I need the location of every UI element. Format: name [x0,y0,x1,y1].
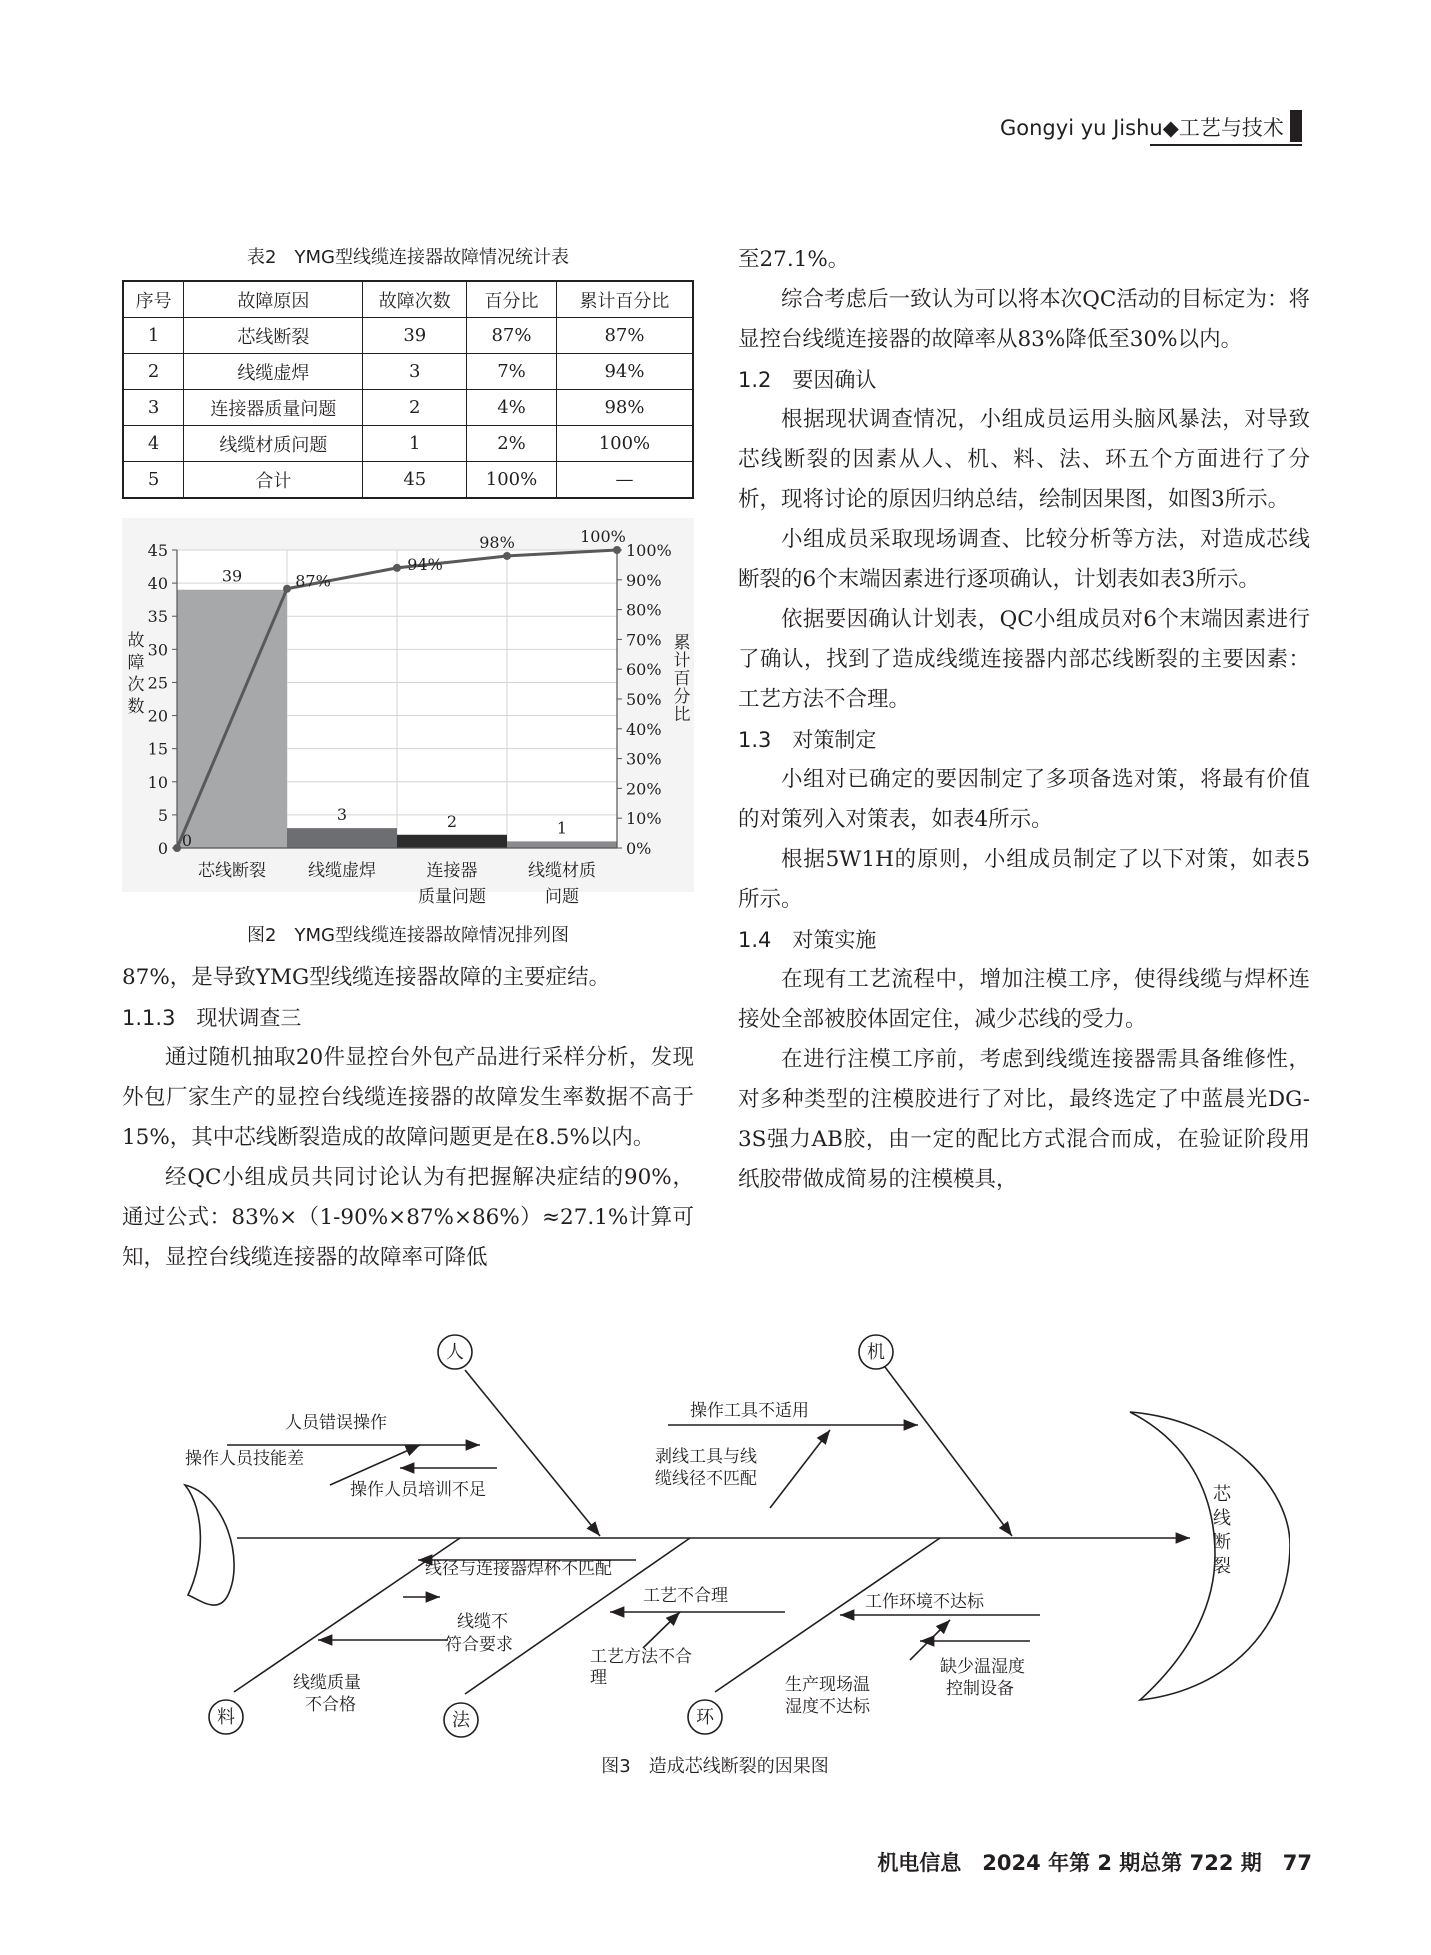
cause-label: 剥线工具与线 [655,1447,757,1467]
header-bar [1290,110,1302,142]
right-column [738,240,1310,1200]
table-cell: 2 [123,354,184,390]
table-cell: 3 [123,390,184,426]
y-tick-label: 40 [147,574,168,594]
y2-tick-label: 50% [626,690,662,709]
table-header-row [123,281,693,318]
x-tick-label: 线缆材质 [528,861,596,881]
y-axis-title: 数 [127,697,145,717]
paragraph: 小组对已确定的要因制定了多项备选对策，将最有价值的对策列入对策表，如表4所示。 [738,767,1310,832]
y-tick-label: 20 [147,706,168,726]
table-row [123,390,693,426]
table-cell: 4 [123,426,184,462]
cumulative-label: 98% [479,532,515,552]
y-tick-label: 5 [157,805,168,825]
y2-tick-label: 100% [626,541,672,560]
table-cell: 合计 [184,462,363,499]
cumulative-point [393,564,401,572]
bar [507,841,617,848]
table-header-cell: 故障次数 [363,281,467,318]
section-heading: 1.3 对策制定 [738,728,877,752]
effect-char: 断 [1213,1532,1231,1553]
y2-tick-label: 0% [626,839,652,858]
cause-arrow [643,1612,680,1648]
cumulative-point [173,844,181,852]
cause-label: 缺少温湿度 [940,1657,1025,1677]
cause-label: 缆线径不匹配 [655,1469,757,1489]
table-cell: 4% [467,390,557,426]
table-cell: 98% [556,390,693,426]
y2-tick-label: 60% [626,660,662,680]
x-tick-label: 质量问题 [418,887,486,907]
cause-label: 工艺不合理 [643,1586,728,1606]
section-heading: 1.2 要因确认 [738,368,877,392]
y-tick-label: 25 [147,673,168,693]
table-cell: 线缆材质问题 [184,426,363,462]
paragraph: 87%，是导致YMG型线缆连接器故障的主要症结。 [122,965,611,990]
y2-tick-label: 80% [626,600,662,620]
cause-arrow [770,1430,830,1508]
y2-axis-title: 百 [673,669,691,689]
cause-label: 工作环境不达标 [865,1592,984,1612]
table-cell: 1 [123,318,184,354]
bar-value-label: 3 [336,805,348,825]
cause-label: 控制设备 [946,1679,1014,1699]
bone-ji [885,1367,1012,1536]
fishbone-caption: 图3 造成芯线断裂的因果图 [601,1756,829,1777]
y-tick-label: 15 [147,739,168,759]
effect-char: 裂 [1213,1556,1231,1577]
y2-tick-label: 70% [626,630,662,650]
table-cell: 线缆虚焊 [184,354,363,390]
cause-label: 理 [590,1668,607,1688]
y-tick-label: 30 [147,640,168,660]
y2-tick-label: 20% [626,779,662,799]
chart-caption: 图2 YMG型线缆连接器故障情况排列图 [247,925,569,946]
x-tick-label: 芯线断裂 [198,861,266,881]
paragraph: 综合考虑后一致认为可以将本次QC活动的目标定为：将显控台线缆连接器的故障率从83%降低至30%以内。 [738,287,1310,352]
section-heading: 1.4 对策实施 [738,928,877,952]
page-footer: 机电信息 2024 年第 2 期总第 722 期 77 [877,1851,1312,1875]
table-cell: 连接器质量问题 [184,390,363,426]
cumulative-label: 87% [295,571,331,591]
y2-tick-label: 10% [626,809,662,829]
paragraph: 依据要因确认计划表，QC小组成员对6个末端因素进行了确认，找到了造成线缆连接器内部芯线断裂的主要因素：工艺方法不合理。 [738,607,1310,712]
tail-shape [185,1485,234,1605]
effect-char: 芯 [1213,1484,1231,1505]
y-tick-label: 35 [147,607,168,627]
y2-axis-title: 比 [673,705,691,725]
cumulative-point [503,552,511,560]
table-cell: 7% [467,354,557,390]
table-cell: 100% [556,426,693,462]
effect-label [1213,1484,1232,1577]
cumulative-point [283,585,291,593]
table-header-cell: 百分比 [467,281,557,318]
pareto-chart [122,518,694,918]
cause-label: 生产现场温 [785,1675,870,1695]
table-cell: 2 [363,390,467,426]
category-label-fa: 法 [452,1710,470,1731]
cause-label: 操作工具不适用 [690,1401,809,1421]
bar-value-label: 39 [221,566,243,586]
table-cell: 1 [363,426,467,462]
bar [397,835,507,848]
bar-value-label: 1 [556,818,568,838]
table-cell: 5 [123,462,184,499]
fishbone-diagram [150,1320,1290,1750]
cause-arrow [910,1620,950,1660]
table-row [123,426,693,462]
y-axis-title: 故 [127,631,145,651]
cause-label: 不合格 [305,1695,356,1715]
fault-table [122,280,694,499]
table-cell: 87% [467,318,557,354]
paragraph: 在进行注模工序前，考虑到线缆连接器需具备维修性，对多种类型的注模胶进行了对比，最终选定了中蓝晨光DG-3S强力AB胶，由一定的配比方式混合而成，在验证阶段用纸胶带做成简易的注模模具， [738,1047,1310,1192]
y-axis-title: 次 [127,675,145,695]
left-column [122,958,694,1278]
y-tick-label: 45 [147,541,168,560]
y2-tick-label: 30% [626,749,662,769]
y2-axis-title: 分 [673,687,691,707]
table-cell: 芯线断裂 [184,318,363,354]
cause-label: 操作人员技能差 [185,1449,304,1469]
x-tick-label: 线缆虚焊 [308,861,376,881]
cause-label: 操作人员培训不足 [350,1480,486,1500]
cumulative-label: 0 [181,831,193,850]
table-header-cell: 序号 [123,281,184,318]
category-label-liao: 料 [217,1707,235,1728]
cause-label: 人员错误操作 [285,1413,387,1433]
y2-tick-label: 90% [626,570,662,590]
table-caption: 表2 YMG型线缆连接器故障情况统计表 [247,247,569,268]
table-cell: 39 [363,318,467,354]
cause-label: 工艺方法不合 [590,1647,692,1667]
y-axis-title: 障 [127,653,145,673]
running-header: Gongyi yu Jishu◆工艺与技术 [1000,116,1284,140]
y-tick-label: 10 [147,772,168,792]
category-label-ren: 人 [446,1342,464,1363]
cause-label: 线缆质量 [293,1673,361,1693]
x-tick-label: 问题 [545,887,579,907]
cause-label: 线缆不 [457,1612,508,1632]
x-tick-label: 连接器 [426,861,478,881]
cumulative-label: 100% [580,527,626,546]
table-cell: — [556,462,693,499]
table-cell: 3 [363,354,467,390]
paragraph: 小组成员采取现场调查、比较分析等方法，对造成芯线断裂的6个末端因素进行逐项确认，计划表如表3所示。 [738,527,1310,592]
paragraph: 根据现状调查情况，小组成员运用头脑风暴法，对导致芯线断裂的因素从人、机、料、法、环五个方面进行了分析，现将讨论的原因归纳总结，绘制因果图，如图3所示。 [738,407,1310,512]
section-heading: 1.1.3 现状调查三 [122,1006,302,1030]
y2-axis-title: 计 [673,651,691,671]
bone-ren [465,1370,600,1536]
bar-value-label: 2 [446,811,458,831]
table-row [123,318,693,354]
table-cell: 100% [467,462,557,499]
effect-char: 线 [1213,1508,1231,1529]
paragraph: 根据5W1H的原则，小组成员制定了以下对策，如表5所示。 [738,847,1310,912]
table-cell: 94% [556,354,693,390]
table-cell: 2% [467,426,557,462]
category-label-huan: 环 [696,1707,714,1728]
paragraph: 通过随机抽取20件显控台外包产品进行采样分析，发现外包厂家生产的显控台线缆连接器的故障发生率数据不高于15%，其中芯线断裂造成的故障问题更是在8.5%以内。 [122,1045,694,1150]
table-cell: 87% [556,318,693,354]
paragraph: 至27.1%。 [738,247,850,272]
bar [287,828,397,848]
y2-axis-title: 累 [673,633,691,653]
table-cell: 45 [363,462,467,499]
cause-arrow [330,1445,420,1485]
header-rule [1150,144,1302,146]
cause-label: 湿度不达标 [785,1697,870,1717]
y2-tick-label: 40% [626,719,662,739]
table-header-cell: 累计百分比 [556,281,693,318]
cumulative-point [613,546,621,554]
cause-label: 符合要求 [445,1635,513,1655]
table-row [123,462,693,499]
y-tick-label: 0 [157,839,168,858]
cumulative-label: 94% [407,554,443,574]
paragraph: 经QC小组成员共同讨论认为有把握解决症结的90%，通过公式：83%×（1-90%×87%×86%）≈27.1%计算可知，显控台线缆连接器的故障率可降低 [122,1165,694,1270]
table-header-cell: 故障原因 [184,281,363,318]
head-shape [1130,1412,1290,1700]
paragraph: 在现有工艺流程中，增加注模工序，使得线缆与焊杯连接处全部被胶体固定住，减少芯线的受力。 [738,967,1310,1032]
cause-label: 线径与连接器焊杯不匹配 [425,1559,612,1579]
category-label-ji: 机 [867,1342,885,1363]
table-row [123,354,693,390]
